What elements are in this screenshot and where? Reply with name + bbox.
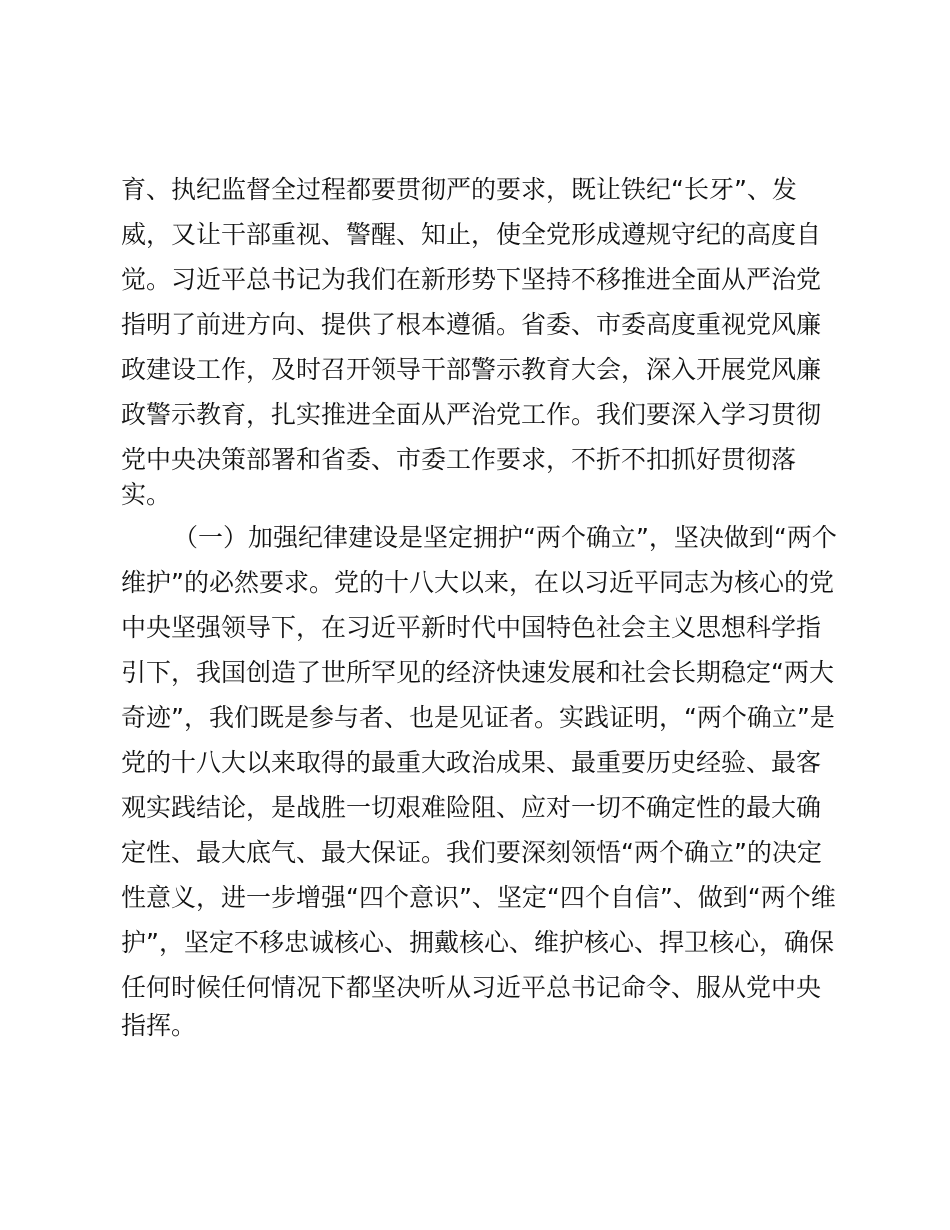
text-line: 政警示教育，扎实推进全面从严治党工作。我们要深入学习贯彻 [121, 400, 822, 429]
text-line: 威，又让干部重视、警醒、知止，使全党形成遵规守纪的高度自 [121, 220, 822, 249]
text-line: 奇迹”，我们既是参与者、也是见证者。实践证明，“两个确立”是 [121, 703, 835, 732]
text-line: 引下，我国创造了世所罕见的经济快速发展和社会长期稳定“两大 [121, 658, 834, 687]
text-line: （一）加强纪律建设是坚定拥护“两个确立”，坚决做到“两个 [173, 523, 837, 552]
text-line: 指挥。 [121, 1011, 197, 1040]
text-line: 性意义，进一步增强“四个意识”、坚定“四个自信”、做到“两个维 [121, 883, 836, 912]
text-line: 觉。习近平总书记为我们在新形势下坚持不移推进全面从严治党 [121, 265, 822, 294]
text-line: 任何时候任何情况下都坚决听从习近平总书记命令、服从党中央 [121, 973, 822, 1002]
text-line: 中央坚强领导下，在习近平新时代中国特色社会主义思想科学指 [121, 613, 822, 642]
text-line: 定性、最大底气、最大保证。我们要深刻领悟“两个确立”的决定 [121, 838, 822, 867]
text-line: 实。 [121, 480, 172, 509]
text-line: 政建设工作，及时召开领导干部警示教育大会，深入开展党风廉 [121, 355, 822, 384]
text-line: 观实践结论，是战胜一切艰难险阻、应对一切不确定性的最大确 [121, 793, 822, 822]
text-line: 党中央决策部署和省委、市委工作要求，不折不扣抓好贯彻落 [121, 445, 797, 474]
text-line: 维护”的必然要求。党的十八大以来，在以习近平同志为核心的党 [121, 568, 834, 597]
text-line: 护”，坚定不移忠诚核心、拥戴核心、维护核心、捍卫核心，确保 [121, 928, 834, 957]
text-line: 育、执纪监督全过程都要贯彻严的要求，既让铁纪“长牙”、发 [121, 175, 797, 204]
text-line: 党的十八大以来取得的最重大政治成果、最重要历史经验、最客 [121, 748, 822, 777]
text-line: 指明了前进方向、提供了根本遵循。省委、市委高度重视党风廉 [121, 310, 822, 339]
